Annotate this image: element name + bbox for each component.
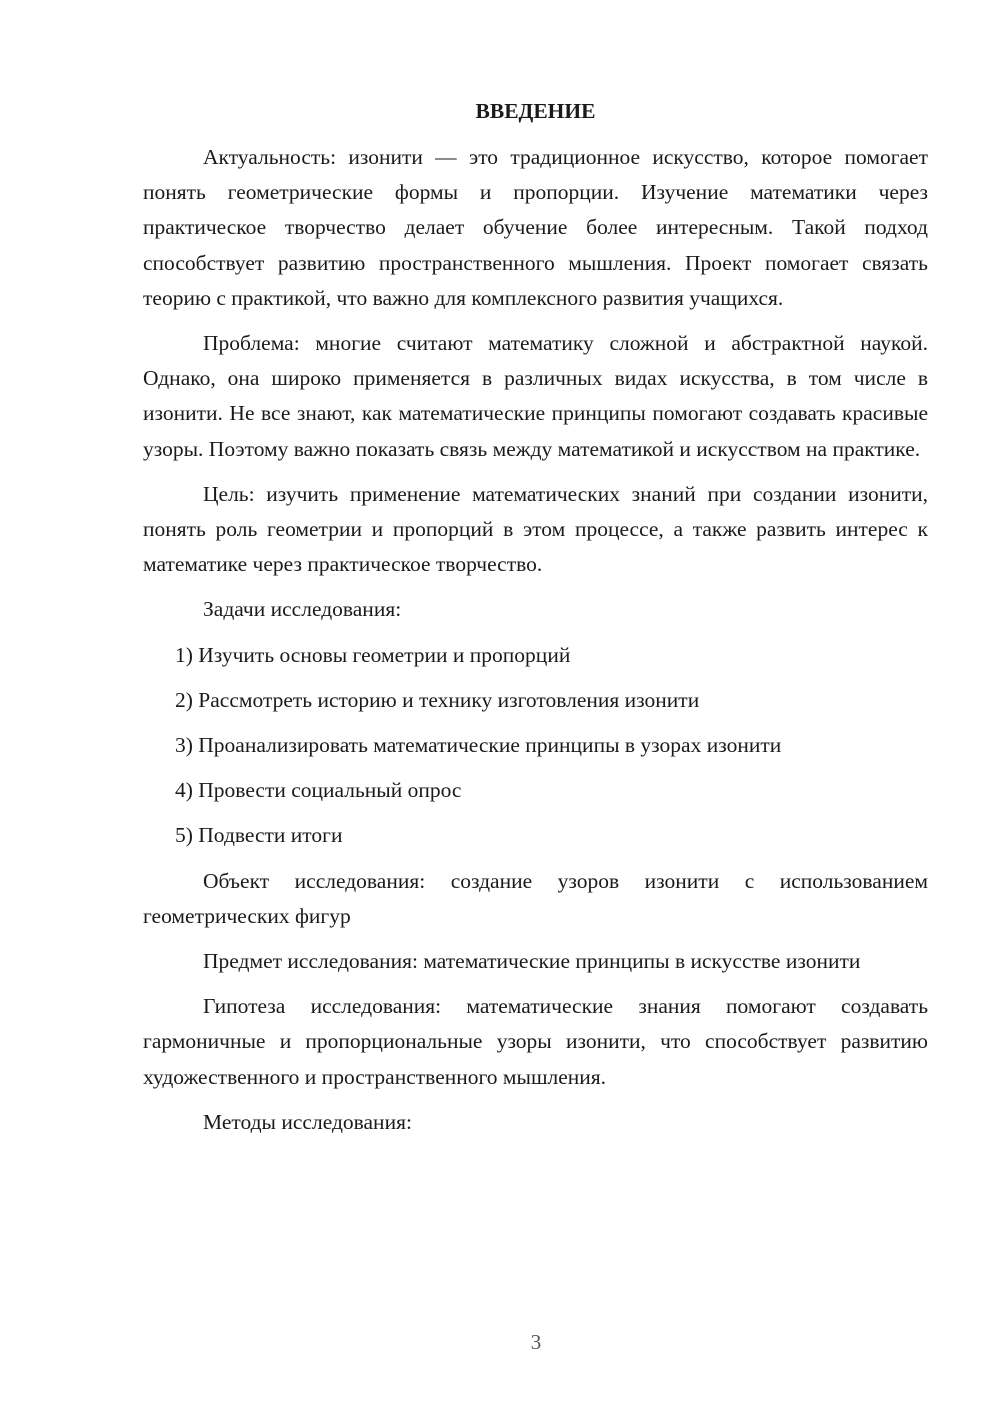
document-page: [143, 94, 928, 1150]
paragraph-relevance: Актуальность: изонити — это традиционное искусство, которое помогает понять геометрические формы и пропорции. Изучение математики через практическое творчество делает обучение более интересным. Такой подход способствует развитию пространственного мышления. Проект помогает связать теорию с практикой, что важно для комплексного развития учащихся.: [143, 145, 928, 310]
paragraph-problem: Проблема: многие считают математику сложной и абстрактной наукой. Однако, она широко применяется в различных видах искусства, в том числе в изонити. Не все знают, как математические принципы помогают создавать красивые узоры. Поэтому важно показать связь между математикой и искусством на практике.: [143, 331, 928, 461]
paragraph-goal: Цель: изучить применение математических знаний при создании изонити, понять роль геометрии и пропорций в этом процессе, а также развить интерес к математике через практическое творчество.: [143, 481, 928, 577]
methods-heading: Методы исследования:: [203, 1109, 412, 1134]
task-item-1: 1) Изучить основы геометрии и пропорций: [175, 642, 571, 667]
paragraph-object: Объект исследования: создание узоров изонити с использованием геометрических фигур: [143, 868, 928, 928]
paragraph-subject: Предмет исследования: математические принципы в искусстве изонити: [203, 949, 861, 974]
task-item-5: 5) Подвести итоги: [175, 823, 343, 848]
task-item-3: 3) Проанализировать математические принципы в узорах изонити: [175, 733, 782, 758]
task-item-4: 4) Провести социальный опрос: [175, 778, 462, 803]
page-title: ВВЕДЕНИЕ: [475, 99, 596, 123]
tasks-heading: Задачи исследования:: [203, 597, 402, 622]
task-item-2: 2) Рассмотреть историю и технику изготовления изонити: [175, 687, 700, 712]
page-number: 3: [530, 1330, 542, 1354]
paragraph-hypothesis: Гипотеза исследования: математические знания помогают создавать гармоничные и пропорциональные узоры изонити, что способствует развитию художественного и пространственного мышления.: [143, 994, 928, 1089]
